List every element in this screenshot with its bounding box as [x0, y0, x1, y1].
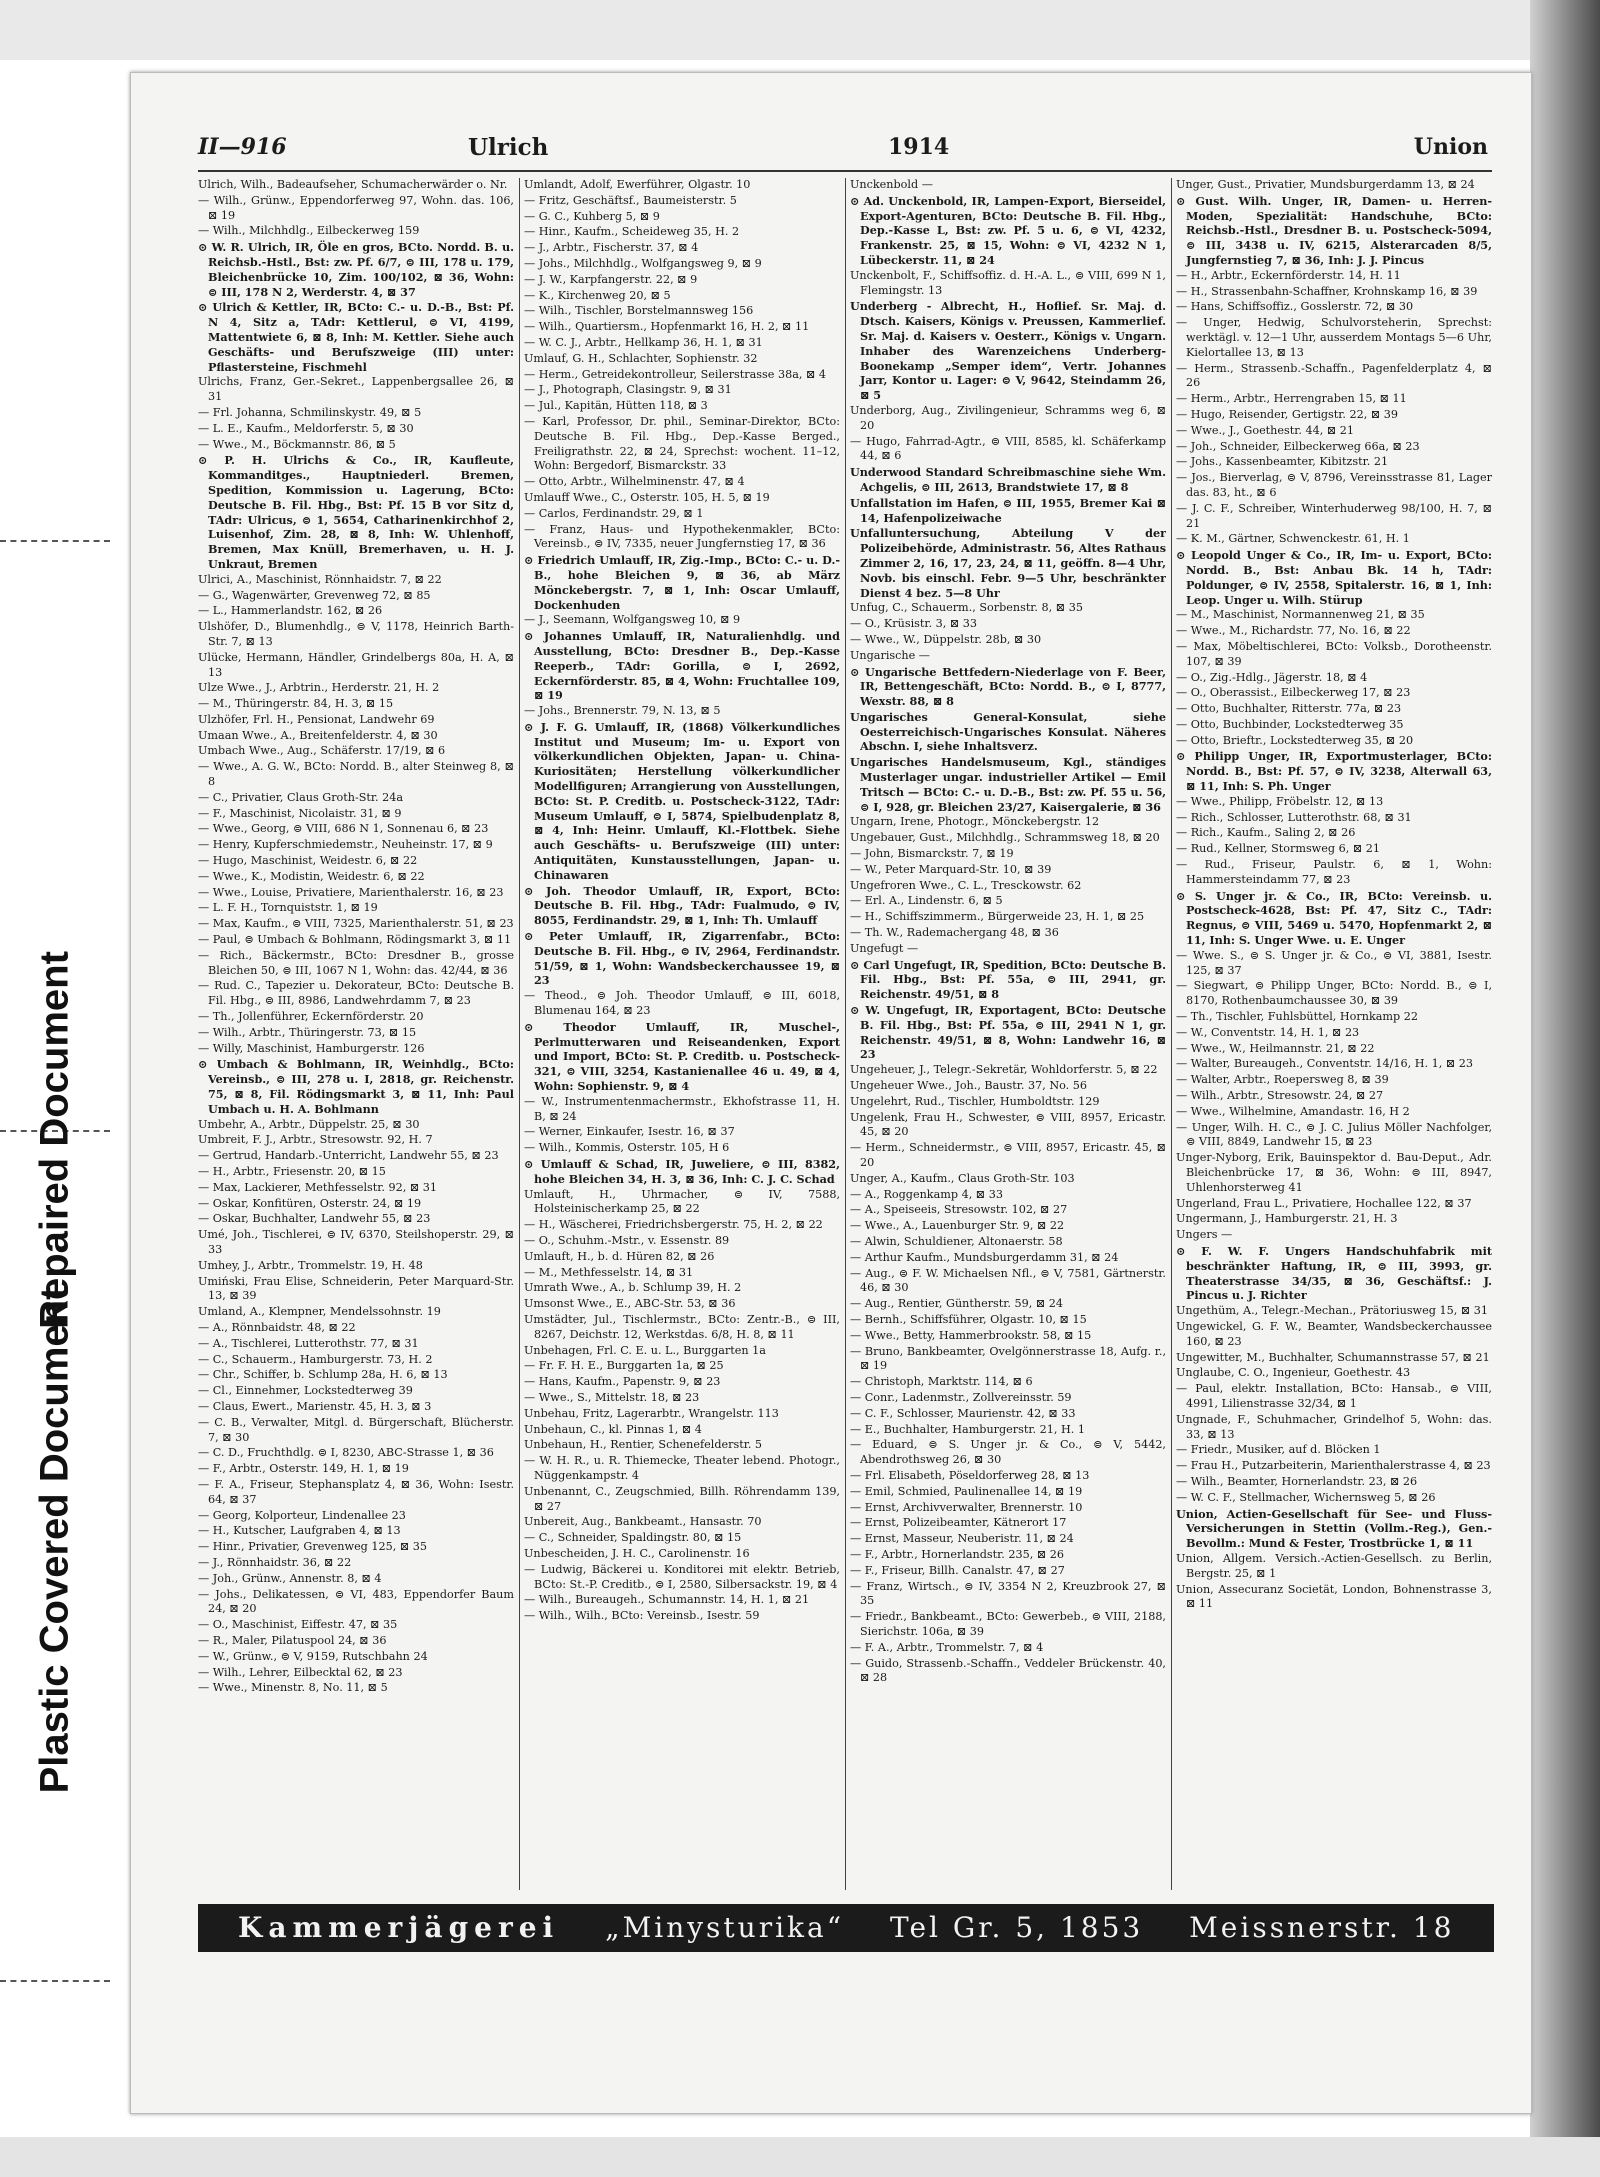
directory-entry: — Wwe., Wilhelmine, Amandastr. 16, H 2	[1176, 1104, 1410, 1118]
directory-entry: — C. F., Schlosser, Maurienstr. 42, ⊠ 33	[850, 1406, 1076, 1420]
directory-entry: — Friedr., Musiker, auf d. Blöcken 1	[1176, 1443, 1381, 1457]
directory-entry: — Werner, Einkaufer, Isestr. 16, ⊠ 37	[524, 1125, 735, 1139]
directory-entry: — Wwe., M., Richardstr. 77, No. 16, ⊠ 22	[1176, 624, 1411, 638]
directory-entry: Ulshöfer, D., Blumenhdlg., ⊜ V, 1178, Heinrich Barth-Str. 7, ⊠ 13	[198, 620, 514, 648]
directory-entry: — A., Speiseeis, Stresowstr. 102, ⊠ 27	[850, 1203, 1068, 1217]
directory-entry: — Eduard, ⊜ S. Unger jr. & Co., ⊜ V, 5442, Abendrothsweg 26, ⊠ 30	[850, 1438, 1166, 1467]
directory-entry: — Karl, Professor, Dr. phil., Seminar-Direktor, BCto: Deutsche B. Fil. Hbg., Dep.-Kasse Berged., Freiligrathstr. 22, ⊠ 24, Sprechst: wochent. 11–12, Wohn: Bergedorf, Bismarckstr. 33	[524, 414, 840, 473]
scan-edge-right	[1530, 0, 1600, 2177]
directory-entry: Umlandt, Adolf, Ewerführer, Olgastr. 10	[524, 178, 751, 191]
directory-entry: — J., Seemann, Wolfgangsweg 10, ⊠ 9	[524, 613, 741, 627]
scan-edge-bottom	[0, 2137, 1600, 2177]
directory-entry: — J. W., Karpfangerstr. 22, ⊠ 9	[524, 272, 698, 286]
directory-entry: — Cl., Einnehmer, Lockstedterweg 39	[198, 1384, 413, 1398]
directory-entry: — F. A., Arbtr., Trommelstr. 7, ⊠ 4	[850, 1640, 1044, 1654]
banner-address: Meissnerstr. 18	[1189, 1911, 1455, 1944]
directory-entry: — Guido, Strassenb.-Schaffn., Veddeler Brückenstr. 40, ⊠ 28	[850, 1656, 1166, 1685]
directory-entry: — Bruno, Bankbeamter, Ovelgönnerstrasse 18, Aufg. r., ⊠ 19	[850, 1344, 1166, 1373]
directory-entry: — Th., Tischler, Fuhlsbüttel, Hornkamp 22	[1176, 1010, 1418, 1024]
directory-entry: — Wwe., A., Lauenburger Str. 9, ⊠ 22	[850, 1219, 1065, 1233]
directory-entry: Unglaube, C. O., Ingenieur, Goethestr. 43	[1176, 1366, 1411, 1380]
firm-entry: ⊙ S. Unger jr. & Co., IR, BCto: Vereinsb. u. Postscheck-4628, Bst: Pf. 47, Sitz C., TAdr: Regnus, ⊜ VIII, 5469 u. 5470, Hopfenmarkt 2, ⊠ 11, Inh: S. Unger Wwe. u. E. Unger	[1176, 888, 1492, 948]
directory-entry: — Wwe., A. G. W., BCto: Nordd. B., alter Steinweg 8, ⊠ 8	[198, 760, 514, 789]
directory-entry: — F., Friseur, Billh. Canalstr. 47, ⊠ 27	[850, 1563, 1065, 1577]
directory-entry: — W. C. J., Arbtr., Hellkamp 36, H. 1, ⊠ 31	[524, 335, 763, 349]
directory-entry: — H., Arbtr., Eckernförderstr. 14, H. 11	[1176, 268, 1401, 282]
banner-telephone: Tel Gr. 5, 1853	[889, 1911, 1144, 1944]
directory-columns	[198, 178, 1494, 1898]
directory-column-1	[198, 178, 514, 1898]
directory-entry: — Hugo, Fahrrad-Agtr., ⊜ VIII, 8585, kl. Schäferkamp 44, ⊠ 6	[850, 434, 1166, 463]
directory-entry: Ungefroren Wwe., C. L., Tresckowstr. 62	[850, 878, 1082, 892]
firm-entry: ⊙ Philipp Unger, IR, Exportmusterlager, BCto: Nordd. B., Bst: Pf. 57, ⊜ IV, 3238, Alterwall 63, ⊠ 11, Inh: S. Ph. Unger	[1176, 749, 1492, 794]
directory-entry: — Wwe. S., ⊜ S. Unger jr. & Co., ⊜ VI, 3881, Isestr. 125, ⊠ 37	[1176, 948, 1492, 977]
directory-entry: — C., Privatier, Claus Groth-Str. 24a	[198, 790, 404, 804]
directory-entry: — H., Kutscher, Laufgraben 4, ⊠ 13	[198, 1524, 401, 1538]
directory-entry: Ungeheuer, J., Telegr.-Sekretär, Wohldorferstr. 5, ⊠ 22	[850, 1063, 1158, 1077]
directory-entry: Ulücke, Hermann, Händler, Grindelbergs 80a, H. A, ⊠ 13	[198, 650, 514, 679]
directory-entry: Umlauff Wwe., C., Osterstr. 105, H. 5, ⊠ 19	[524, 490, 770, 504]
banner-business: Kammerjägerei	[238, 1911, 560, 1944]
column-divider	[1171, 178, 1172, 1890]
directory-entry: — Erl. A., Lindenstr. 6, ⊠ 5	[850, 894, 1003, 908]
directory-entry: — J., Photograph, Clasingstr. 9, ⊠ 31	[524, 383, 732, 397]
directory-entry: Unckenbolt, F., Schiffsoffiz. d. H.-A. L., ⊜ VIII, 699 N 1, Flemingstr. 13	[850, 268, 1166, 297]
directory-entry: — H., Arbtr., Friesenstr. 20, ⊠ 15	[198, 1165, 386, 1178]
directory-entry: — Georg, Kolporteur, Lindenallee 23	[198, 1508, 406, 1522]
directory-entry: — Wilh., Beamter, Hornerlandstr. 23, ⊠ 26	[1176, 1474, 1418, 1488]
directory-entry: — Ernst, Polizeibeamter, Kätnerort 17	[850, 1516, 1067, 1530]
directory-entry: Ungelenk, Frau H., Schwester, ⊜ VIII, 8957, Ericastr. 45, ⊠ 20	[850, 1110, 1166, 1139]
directory-entry: — Franz, Wirtsch., ⊜ IV, 3354 N 2, Kreuzbrook 27, ⊠ 35	[850, 1579, 1166, 1608]
directory-entry: Umbehr, A., Arbtr., Düppelstr. 25, ⊠ 30	[198, 1117, 420, 1131]
directory-entry: — Hugo, Reisender, Gertigstr. 22, ⊠ 39	[1176, 407, 1399, 421]
directory-entry: — W., Grünw., ⊜ V, 9159, Rutschbahn 24	[198, 1649, 428, 1663]
directory-entry: Umlauf, G. H., Schlachter, Sophienstr. 32	[524, 351, 758, 365]
directory-entry: — G., Wagenwärter, Grevenweg 72, ⊠ 85	[198, 588, 431, 602]
directory-entry: — Wilh., Arbtr., Stresowstr. 24, ⊠ 27	[1176, 1089, 1384, 1103]
directory-entry: Unbenannt, C., Zeugschmied, Billh. Röhrendamm 139, ⊠ 27	[524, 1484, 840, 1513]
directory-entry: Ungefugt —	[850, 941, 919, 955]
directory-entry: — Wwe., M., Böckmannstr. 86, ⊠ 5	[198, 437, 396, 451]
directory-entry: — W., Peter Marquard-Str. 10, ⊠ 39	[850, 862, 1052, 876]
directory-entry: — Paul, elektr. Installation, BCto: Hansab., ⊜ VIII, 4991, Lilienstrasse 32/34, ⊠ 1	[1176, 1382, 1492, 1410]
directory-entry: — Frl. Johanna, Schmilinskystr. 49, ⊠ 5	[198, 405, 422, 419]
directory-entry: — J. C. F., Schreiber, Winterhuderweg 98/100, H. 7, ⊠ 21	[1176, 501, 1492, 530]
directory-entry: Unbehau, Fritz, Lagerarbtr., Wrangelstr. 113	[524, 1406, 779, 1420]
column-divider	[845, 178, 846, 1890]
directory-entry: Unfug, C., Schauerm., Sorbenstr. 8, ⊠ 35	[850, 601, 1083, 615]
directory-entry: — Wwe., K., Modistin, Weidestr. 6, ⊠ 22	[198, 869, 425, 883]
directory-entry: Ulzhöfer, Frl. H., Pensionat, Landwehr 69	[198, 712, 435, 726]
firm-entry: ⊙ W. Ungefugt, IR, Exportagent, BCto: Deutsche B. Fil. Hbg., Bst: Pf. 55a, ⊜ III, 2941 N 1, gr. Reichenstr. 49/51, ⊠ 8, Wohn: Landwehr 16, ⊠ 23	[850, 1003, 1166, 1062]
directory-entry: — R., Maler, Pilatuspool 24, ⊠ 36	[198, 1633, 387, 1647]
directory-entry: — Hinr., Kaufm., Scheideweg 35, H. 2	[524, 225, 740, 239]
directory-entry: — Wwe., S., Mittelstr. 18, ⊠ 23	[524, 1390, 700, 1404]
dash-marker	[0, 1980, 110, 1982]
directory-entry: Umlauft, H., b. d. Hüren 82, ⊠ 26	[524, 1249, 715, 1263]
directory-entry: Ulrici, A., Maschinist, Rönnhaidstr. 7, ⊠ 22	[198, 572, 442, 586]
repaired-document-text: Repaired Document	[32, 951, 77, 1329]
directory-entry: — Bernh., Schiffsführer, Olgastr. 10, ⊠ 15	[850, 1312, 1087, 1326]
directory-entry: — Fritz, Geschäftsf., Baumeisterstr. 5	[524, 193, 737, 207]
firm-entry: ⊙ Johannes Umlauff, IR, Naturalienhdlg. und Ausstellung, BCto: Dresdner B., Dep.-Kasse Reeperb., TAdr: Gorilla, ⊜ I, 2692, Eckernförderstr. 85, ⊠ 4, Wohn: Fruchtallee 109, ⊠ 19	[524, 629, 840, 703]
directory-entry: — Carlos, Ferdinandstr. 29, ⊠ 1	[524, 506, 704, 520]
directory-entry: — M., Maschinist, Normannenweg 21, ⊠ 35	[1176, 608, 1425, 622]
directory-entry: Ulze Wwe., J., Arbtrin., Herderstr. 21, H. 2	[198, 681, 440, 695]
directory-entry: — H., Strassenbahn-Schaffner, Krohnskamp 16, ⊠ 39	[1176, 284, 1478, 298]
advertisement-banner	[198, 1904, 1494, 1952]
directory-entry: — Joh., Grünw., Annenstr. 8, ⊠ 4	[198, 1571, 382, 1585]
firm-entry: Ungarisches General-Konsulat, siehe Oesterreichisch-Ungarisches Konsulat. Näheres Abschn. I, siehe Inhaltsverz.	[850, 709, 1166, 754]
directory-entry: — A., Roggenkamp 4, ⊠ 33	[850, 1187, 1003, 1201]
directory-entry: — O., Oberassist., Eilbeckerweg 17, ⊠ 23	[1176, 686, 1411, 700]
directory-entry: Union, Allgem. Versich.-Actien-Gesellsch. zu Berlin, Bergstr. 25, ⊠ 1	[1176, 1551, 1492, 1580]
directory-entry: — Aug., Rentier, Güntherstr. 59, ⊠ 24	[850, 1297, 1064, 1311]
directory-entry: — Max, Lackierer, Methfesselstr. 92, ⊠ 31	[198, 1180, 438, 1194]
directory-entry: — Johs., Kassenbeamter, Kibitzstr. 21	[1176, 455, 1389, 469]
directory-entry: — Max, Kaufm., ⊜ VIII, 7325, Marienthalerstr. 51, ⊠ 23	[198, 917, 514, 931]
directory-entry: — Wwe., W., Düppelstr. 28b, ⊠ 30	[850, 632, 1042, 646]
directory-entry: — Unger, Hedwig, Schulvorsteherin, Sprechst: werktägl. v. 12—1 Uhr, ausserdem Montags 5—6 Uhr, Kielortallee 13, ⊠ 13	[1176, 316, 1492, 359]
directory-entry: — W. H. R., u. R. Thiemecke, Theater lebend. Photogr., Nüggenkampstr. 4	[524, 1454, 840, 1482]
directory-entry: Unger, Gust., Privatier, Mundsburgerdamm 13, ⊠ 24	[1176, 178, 1475, 191]
firm-entry: ⊙ Peter Umlauff, IR, Zigarrenfabr., BCto: Deutsche B. Fil. Hbg., ⊜ IV, 2964, Ferdinandstr. 51/59, ⊠ 1, Wohn: Wandsbeckerchaussee 19, ⊠ 23	[524, 929, 840, 988]
directory-entry: — Rud., Kellner, Stormsweg 6, ⊠ 21	[1176, 842, 1380, 856]
directory-entry: — Jul., Kapitän, Hütten 118, ⊠ 3	[524, 399, 708, 413]
directory-entry: Ungarische —	[850, 648, 930, 662]
directory-entry: — Wwe., Louise, Privatiere, Marienthalerstr. 16, ⊠ 23	[198, 885, 504, 899]
directory-entry: — C., Schneider, Spaldingstr. 80, ⊠ 15	[524, 1531, 742, 1545]
firm-entry: ⊙ Leopold Unger & Co., IR, Im- u. Export, BCto: Nordd. B., Bst: Anbau Bk. 14 h, TAdr: Poldunger, ⊜ IV, 2558, Spitalerstr. 16, ⊠ 1, Inh: Leop. Unger u. Wilh. Stürup	[1176, 548, 1492, 607]
directory-column-3	[850, 178, 1166, 1898]
directory-entry: — Rich., Kaufm., Saling 2, ⊠ 26	[1176, 826, 1356, 840]
header-last-surname: Union	[1413, 134, 1488, 160]
directory-entry: Ulrichs, Franz, Ger.-Sekret., Lappenbergsallee 26, ⊠ 31	[198, 375, 514, 404]
directory-entry: — W., Instrumentenmachermstr., Ekhofstrasse 11, H. B, ⊠ 24	[524, 1094, 840, 1123]
directory-entry: — K., Kirchenweg 20, ⊠ 5	[524, 288, 671, 302]
directory-entry: Umland, A., Klempner, Mendelssohnstr. 19	[198, 1305, 441, 1319]
directory-entry: — M., Methfesselstr. 14, ⊠ 31	[524, 1265, 694, 1279]
firm-entry: ⊙ Joh. Theodor Umlauff, IR, Export, BCto: Deutsche B. Fil. Hbg., TAdr: Fualmudo, ⊜ IV, 8055, Ferdinandstr. 29, ⊠ 1, Inh: Th. Umlauff	[524, 883, 840, 928]
directory-entry: — Siegwart, ⊜ Philipp Unger, BCto: Nordd. B., ⊜ I, 8170, Rothenbaumchaussee 30, ⊠ 39	[1176, 979, 1492, 1008]
directory-entry: Umbach Wwe., Aug., Schäferstr. 17/19, ⊠ 6	[198, 744, 446, 758]
directory-entry: — Herm., Arbtr., Herrengraben 15, ⊠ 11	[1176, 392, 1407, 406]
directory-entry: — Jos., Bierverlag, ⊜ V, 8796, Vereinsstrasse 81, Lager das. 83, ht., ⊠ 6	[1176, 471, 1492, 499]
directory-entry: — C. B., Verwalter, Mitgl. d. Bürgerschaft, Blücherstr. 7, ⊠ 30	[198, 1415, 514, 1444]
directory-entry: Ungethüm, A., Telegr.-Mechan., Prätoriusweg 15, ⊠ 31	[1176, 1304, 1488, 1318]
directory-entry: — G. C., Kuhberg 5, ⊠ 9	[524, 209, 660, 223]
directory-entry: — Wilh., Lehrer, Eilbecktal 62, ⊠ 23	[198, 1665, 403, 1679]
directory-entry: — Herm., Schneidermstr., ⊜ VIII, 8957, Ericastr. 45, ⊠ 20	[850, 1141, 1166, 1169]
directory-entry: — L. E., Kaufm., Meldorferstr. 5, ⊠ 30	[198, 421, 414, 435]
directory-entry: — Walter, Bureaugeh., Conventstr. 14/16, H. 1, ⊠ 23	[1176, 1057, 1474, 1071]
directory-column-4	[1176, 178, 1492, 1898]
directory-entry: Umbreit, F. J., Arbtr., Stresowstr. 92, H. 7	[198, 1133, 433, 1147]
directory-entry: — Rud. C., Tapezier u. Dekorateur, BCto: Deutsche B. Fil. Hbg., ⊜ III, 8986, Landwehrdamm 7, ⊠ 23	[198, 979, 514, 1008]
firm-entry: Ungarisches Handelsmuseum, Kgl., ständiges Musterlager ungar. industrieller Artikel — Emil Tritsch — BCto: C.- u. D.-B., Bst: zw. Pf. 55 u. 56, ⊜ I, 928, gr. Bleichen 23/27, Kaisergalerie, ⊠ 36	[850, 755, 1166, 814]
directory-entry: — Alwin, Schuldiener, Altonaerstr. 58	[850, 1234, 1063, 1248]
directory-entry: — Ernst, Masseur, Neuberistr. 11, ⊠ 24	[850, 1532, 1074, 1546]
directory-entry: — L., Hammerlandstr. 162, ⊠ 26	[198, 604, 383, 618]
directory-entry: — Emil, Schmied, Paulinenallee 14, ⊠ 19	[850, 1484, 1083, 1498]
directory-entry: — C., Schauerm., Hamburgerstr. 73, H. 2	[198, 1352, 433, 1366]
directory-entry: Ungermann, J., Hamburgerstr. 21, H. 3	[1176, 1212, 1398, 1226]
firm-entry: ⊙ Carl Ungefugt, IR, Spedition, BCto: Deutsche B. Fil. Hbg., Bst: Pf. 55a, ⊜ III, 2941, gr. Reichenstr. 49/51, ⊠ 8	[850, 957, 1166, 1002]
firm-entry: ⊙ Theodor Umlauff, IR, Muschel-, Perlmutterwaren und Reiseandenken, Export und Import, BCto: St. P. Creditb. u. Postscheck-321, ⊜ VIII, 3254, Kastanienallee 46 u. 49, ⊠ 4, Wohn: Sophienstr. 9, ⊠ 4	[524, 1019, 840, 1094]
directory-entry: Unbehaun, H., Rentier, Schenefelderstr. 5	[524, 1438, 763, 1452]
directory-entry: — Joh., Schneider, Eilbeckerweg 66a, ⊠ 23	[1176, 439, 1420, 453]
directory-entry: — Gertrud, Handarb.-Unterricht, Landwehr 55, ⊠ 23	[198, 1149, 499, 1163]
header-first-surname: Ulrich	[468, 134, 549, 161]
directory-entry: — Paul, ⊜ Umbach & Bohlmann, Rödingsmarkt 3, ⊠ 11	[198, 933, 512, 947]
directory-entry: — Wilh., Quartiersm., Hopfenmarkt 16, H. 2, ⊠ 11	[524, 320, 810, 334]
directory-entry: — J., Arbtr., Fischerstr. 37, ⊠ 4	[524, 241, 699, 255]
directory-entry: — Hans, Schiffsoffiz., Gosslerstr. 72, ⊠ 30	[1176, 300, 1414, 314]
directory-entry: — E., Buchhalter, Hamburgerstr. 21, H. 1	[850, 1422, 1085, 1436]
directory-entry: — Th. W., Rademachergang 48, ⊠ 36	[850, 926, 1059, 940]
directory-entry: Unbehaun, C., kl. Pinnas 1, ⊠ 4	[524, 1422, 702, 1436]
directory-entry: — Wilh., Wilh., BCto: Vereinsb., Isestr. 59	[524, 1609, 760, 1623]
directory-entry: — Wilh., Arbtr., Thüringerstr. 73, ⊠ 15	[198, 1025, 417, 1039]
directory-entry: — F. A., Friseur, Stephansplatz 4, ⊠ 36, Wohn: Isestr. 64, ⊠ 37	[198, 1477, 514, 1506]
directory-entry: — Wilh., Kommis, Osterstr. 105, H 6	[524, 1141, 730, 1155]
firm-entry: ⊙ Ulrich & Kettler, IR, BCto: C.- u. D.-B., Bst: Pf. N 4, Sitz a, TAdr: Kettlerul, ⊜ VI, 4199, Mattentwiete 6, ⊠ 8, Inh: M. Kettler. Siehe auch Geschäfts- und Berufszweige (III) unter: Pflastersteine, Fischmehl	[198, 300, 514, 374]
directory-entry: — Chr., Schiffer, b. Schlump 28a, H. 6, ⊠ 13	[198, 1368, 448, 1382]
directory-entry: Ungebauer, Gust., Milchhdlg., Schrammsweg 18, ⊠ 20	[850, 831, 1160, 845]
directory-entry: Ungers —	[1176, 1228, 1233, 1242]
directory-entry: — Wilh., Bureaugeh., Schumannstr. 14, H. 1, ⊠ 21	[524, 1593, 810, 1607]
directory-entry: — F., Arbtr., Osterstr. 149, H. 1, ⊠ 19	[198, 1462, 409, 1476]
directory-entry: — Wwe., Philipp, Fröbelstr. 12, ⊠ 13	[1176, 794, 1384, 808]
directory-entry: Ulrich, Wilh., Badeaufseher, Schumacherwärder o. Nr.	[198, 178, 508, 191]
directory-entry: — O., Schuhm.-Mstr., v. Essenstr. 89	[524, 1233, 730, 1247]
directory-entry: — F., Arbtr., Hornerlandstr. 235, ⊠ 26	[850, 1547, 1065, 1561]
banner-name: „Minysturika“	[605, 1911, 845, 1944]
directory-entry: Ungnade, F., Schuhmacher, Grindelhof 5, Wohn: das. 33, ⊠ 13	[1176, 1412, 1492, 1441]
directory-entry: — L. F. H., Tornquiststr. 1, ⊠ 19	[198, 901, 378, 915]
directory-entry: — Conr., Ladenmstr., Zollvereinsstr. 59	[850, 1390, 1072, 1404]
directory-entry: Ungewitter, M., Buchhalter, Schumannstrasse 57, ⊠ 21	[1176, 1350, 1490, 1364]
directory-entry: — Otto, Brieftr., Lockstedterweg 35, ⊠ 20	[1176, 733, 1414, 747]
directory-entry: — Oskar, Konfitüren, Osterstr. 24, ⊠ 19	[198, 1196, 422, 1210]
directory-entry: — O., Zig.-Hdlg., Jägerstr. 18, ⊠ 4	[1176, 670, 1368, 684]
firm-entry: ⊙ F. W. F. Ungers Handschuhfabrik mit beschränkter Haftung, IR, ⊜ III, 3993, gr. Theaterstrasse 34/35, ⊠ 36, Geschäftsf.: J. Pincus u. J. Richter	[1176, 1243, 1492, 1303]
directory-entry: — Hugo, Maschinist, Weidestr. 6, ⊠ 22	[198, 854, 418, 868]
firm-entry: ⊙ Umbach & Bohlmann, IR, Weinhdlg., BCto: Vereinsb., ⊜ III, 278 u. I, 2818, gr. Reichenstr. 75, ⊠ 8, Fil. Rödingsmarkt 3, ⊠ 11, Inh: Paul Umbach u. H. A. Bohlmann	[198, 1057, 514, 1116]
directory-entry: — K. M., Gärtner, Schwenckestr. 61, H. 1	[1176, 532, 1410, 546]
directory-entry: — H., Wäscherei, Friedrichsbergerstr. 75, H. 2, ⊠ 22	[524, 1218, 823, 1232]
page-number: II—916	[198, 134, 287, 160]
directory-entry: — Wilh., Milchhdlg., Eilbeckerweg 159	[198, 224, 420, 238]
directory-entry: — Wilh., Tischler, Borstelmannsweg 156	[524, 304, 754, 318]
plastic-covered-document-text: Plastic Covered Document	[32, 1286, 77, 1794]
directory-entry: — Henry, Kupferschmiedemstr., Neuheinstr. 17, ⊠ 9	[198, 838, 493, 852]
firm-entry: Unfalluntersuchung, Abteilung V der Polizeibehörde, Administrastr. 56, Altes Rathaus Zimmer 2, 16, 17, 23, 24, ⊠ 11, geöffn. 8—4 Uhr, Novb. bis einschl. Febr. 9—5 Uhr, beschränkter Dienst 4 bez. 5—8 Uhr	[850, 526, 1166, 600]
directory-entry: — Unger, Wilh. H. C., ⊜ J. C. Julius Möller Nachfolger, ⊜ VIII, 8849, Landwehr 15, ⊠ 23	[1176, 1120, 1492, 1149]
directory-entry: — Arthur Kaufm., Mundsburgerdamm 31, ⊠ 24	[850, 1250, 1119, 1264]
directory-entry: — H., Schiffszimmerm., Bürgerweide 23, H. 1, ⊠ 25	[850, 910, 1145, 924]
directory-entry: — Frau H., Putzarbeiterin, Marienthalerstrasse 4, ⊠ 23	[1176, 1459, 1491, 1473]
directory-entry: — Oskar, Buchhalter, Landwehr 55, ⊠ 23	[198, 1212, 431, 1226]
directory-entry: — Max, Möbeltischlerei, BCto: Volksb., Dorotheenstr. 107, ⊠ 39	[1176, 639, 1492, 668]
directory-entry: Umhey, J., Arbtr., Trommelstr. 19, H. 48	[198, 1258, 423, 1272]
directory-entry: — Friedr., Bankbeamt., BCto: Gewerbeb., ⊜ VIII, 2188, Sierichstr. 106a, ⊠ 39	[850, 1610, 1166, 1638]
directory-entry: — Johs., Delikatessen, ⊜ VI, 483, Eppendorfer Baum 24, ⊠ 20	[198, 1587, 514, 1616]
directory-entry: Ungewickel, G. F. W., Beamter, Wandsbeckerchaussee 160, ⊠ 23	[1176, 1319, 1492, 1348]
firm-entry: ⊙ Gust. Wilh. Unger, IR, Damen- u. Herren-Moden, Spezialität: Handschuhe, BCto: Reichsb.-Hstl., Dresdner B. u. Postscheck-5094, ⊜ III, 3438 u. IV, 6215, Alsterarcaden 8/5, Jungfernstieg 7, ⊠ 36, Inh: J. J. Pincus	[1176, 193, 1492, 267]
directory-entry: — Wwe., J., Goethestr. 44, ⊠ 21	[1176, 423, 1354, 437]
directory-entry: — Fr. F. H. E., Burggarten 1a, ⊠ 25	[524, 1359, 724, 1373]
directory-entry: Union, Assecuranz Societät, London, Bohnenstrasse 3, ⊠ 11	[1176, 1582, 1492, 1611]
firm-entry: ⊙ P. H. Ulrichs & Co., IR, Kaufleute, Kommanditges., Hauptniederl. Bremen, Spedition, Kommission u. Lagerung, BCto: Deutsche B. Fil. Hbg., Bst: Pf. 15 B vor Sitz d, TAdr: Ulricus, ⊜ 1, 5654, Catharinenkirchhof 2, Luisenhof, Zim. 28, ⊠ 8, Inh: W. Uhlenhoff, Bremen, Max Knüll, Bremerhaven, u. H. J. Unkraut, Bremen	[198, 453, 514, 571]
directory-entry: Underborg, Aug., Zivilingenieur, Schramms weg 6, ⊠ 20	[850, 403, 1166, 432]
directory-entry: — W., Conventstr. 14, H. 1, ⊠ 23	[1176, 1025, 1360, 1039]
directory-entry: — Johs., Milchhdlg., Wolfgangsweg 9, ⊠ 9	[524, 256, 762, 270]
directory-entry: — A., Tischlerei, Lutterothstr. 77, ⊠ 31	[198, 1336, 419, 1350]
firm-entry: ⊙ W. R. Ulrich, IR, Öle en gros, BCto. Nordd. B. u. Reichsb.-Hstl., Bst: zw. Pf. 6/7, ⊜ III, 178 u. 179, Bleichenbrücke 10, Zim. 100/102, ⊠ 36, Wohn: ⊜ III, 178 N 2, Werderstr. 4, ⊠ 37	[198, 240, 514, 299]
directory-entry: — Otto, Buchbinder, Lockstedterweg 35	[1176, 717, 1404, 731]
directory-entry: — Otto, Buchhalter, Ritterstr. 77a, ⊠ 23	[1176, 702, 1402, 716]
directory-entry: Unbereit, Aug., Bankbeamt., Hansastr. 70	[524, 1515, 762, 1529]
directory-entry: — O., Krüsistr. 3, ⊠ 33	[850, 617, 978, 631]
directory-entry: — Rich., Bäckermstr., BCto: Dresdner B., grosse Bleichen 50, ⊜ III, 1067 N 1, Wohn: das. 42/44, ⊠ 36	[198, 948, 514, 977]
directory-entry: Umrath Wwe., A., b. Schlump 39, H. 2	[524, 1281, 742, 1295]
firm-entry: Union, Actien-Gesellschaft für See- und Fluss-Versicherungen in Stettin (Vollm.-Reg.), Gen.-Bevollm.: Mund & Fester, Trostbrücke 1, ⊠ 11	[1176, 1506, 1492, 1551]
directory-entry: Ungerland, Frau L., Privatiere, Hochallee 122, ⊠ 37	[1176, 1196, 1472, 1210]
directory-entry: — Wwe., Georg, ⊜ VIII, 686 N 1, Sonnenau 6, ⊠ 23	[198, 822, 489, 836]
directory-column-2	[524, 178, 840, 1898]
directory-entry: Unckenbold —	[850, 178, 933, 191]
directory-entry: — Frl. Elisabeth, Pöseldorferweg 28, ⊠ 13	[850, 1468, 1090, 1482]
directory-entry: Ungeheuer Wwe., Joh., Baustr. 37, No. 56	[850, 1079, 1088, 1093]
directory-entry: — A., Rönnbaidstr. 48, ⊠ 22	[198, 1320, 356, 1334]
firm-entry: ⊙ Umlauff & Schad, IR, Juweliere, ⊜ III, 8382, hohe Bleichen 34, H. 3, ⊠ 36, Inh: C. J. C. Schad	[524, 1157, 840, 1186]
firm-entry: Underberg - Albrecht, H., Hoflief. Sr. Maj. d. Dtsch. Kaisers, Königs v. Preussen, Kammerlief. Sr. Maj. d. Kaisers v. Oesterr., Königs v. Ungarn. Inhaber des Warenzeichens Underberg-Boonekamp „Semper idem“, Vertr. Johannes Jarr, Kontor u. Lager: ⊜ V, 9642, Steindamm 26, ⊠ 5	[850, 299, 1166, 403]
directory-entry: — Wilh., Grünw., Eppendorferweg 97, Wohn. das. 106, ⊠ 19	[198, 193, 514, 222]
directory-entry: Umaan Wwe., A., Breitenfelderstr. 4, ⊠ 30	[198, 728, 438, 742]
directory-entry: — Ludwig, Bäckerei u. Konditorei mit elektr. Betrieb, BCto: St.-P. Creditb., ⊜ I, 2580, Silbersackstr. 19, ⊠ 4	[524, 1562, 840, 1591]
directory-entry: — J., Rönnhaidstr. 36, ⊠ 22	[198, 1555, 352, 1569]
directory-entry: — Rud., Friseur, Paulstr. 6, ⊠ 1, Wohn: Hammersteindamm 77, ⊠ 23	[1176, 858, 1492, 886]
directory-entry: Unbehagen, Frl. C. E. u. L., Burggarten 1a	[524, 1343, 766, 1357]
firm-entry: ⊙ Ungarische Bettfedern-Niederlage von F. Beer, IR, Bettengeschäft, BCto: Nordd. B., ⊜ I, 8777, Wexstr. 88, ⊠ 8	[850, 664, 1166, 709]
directory-entry: — Theod., ⊜ Joh. Theodor Umlauff, ⊜ III, 6018, Blumenau 164, ⊠ 23	[524, 989, 840, 1018]
directory-entry: — Th., Jollenführer, Eckernförderstr. 20	[198, 1010, 424, 1024]
page-header	[198, 134, 1488, 168]
directory-entry: — Otto, Arbtr., Wilhelminenstr. 47, ⊠ 4	[524, 475, 745, 489]
directory-entry: — F., Maschinist, Nicolaistr. 31, ⊠ 9	[198, 806, 402, 820]
directory-entry: — Franz, Haus- und Hypothekenmakler, BCto: Vereinsb., ⊜ IV, 7335, neuer Jungfernstieg 17, ⊠ 36	[524, 522, 840, 551]
directory-entry: — Christoph, Marktstr. 114, ⊠ 6	[850, 1375, 1033, 1389]
firm-entry: ⊙ J. F. G. Umlauff, IR, (1868) Völkerkundliches Institut und Museum; Im- u. Export von völkerkundlichen Objekten, Japan- u. China-Kuriositäten; Herstellung völkerkundlicher Modellfiguren; Arrangierung von Ausstellungen, BCto: St. P. Creditb. u. Postscheck-3122, TAdr: Museum Umlauff, ⊜ I, 5874, Spielbudenplatz 8, ⊠ 4, Inh: Heinr. Umlauff, Kl.-Flottbek. Siehe auch Geschäfts- u. Berufszweige (III) unter: Antiquitäten, Kunstausstellungen, Japan- u. Chinawaren	[524, 719, 840, 882]
directory-entry: Umé, Joh., Tischlerei, ⊜ IV, 6370, Steilshoperstr. 29, ⊠ 33	[198, 1228, 514, 1256]
plastic-covered-document-label	[0, 1180, 110, 1900]
directory-entry: — Herm., Strassenb.-Schaffn., Pagenfelderplatz 4, ⊠ 26	[1176, 361, 1492, 390]
scan-edge-top	[0, 0, 1600, 60]
directory-entry: — Hinr., Privatier, Grevenweg 125, ⊠ 35	[198, 1540, 428, 1554]
directory-entry: — W. C. F., Stellmacher, Wichernsweg 5, ⊠ 26	[1176, 1490, 1436, 1504]
directory-entry: — Johs., Brennerstr. 79, N. 13, ⊠ 5	[524, 704, 721, 718]
directory-entry: — John, Bismarckstr. 7, ⊠ 19	[850, 847, 1014, 861]
firm-entry: ⊙ Ad. Unckenbold, IR, Lampen-Export, Bierseidel, Export-Agenturen, BCto: Deutsche B. Fil. Hbg., Dep.-Kasse L, Bst: zw. Pf. 5 u. 6, ⊜ VI, 4232, Frankenstr. 25, ⊠ 15, Wohn: ⊜ VI, 4232 N 1, Lübeckerstr. 11, ⊠ 24	[850, 193, 1166, 267]
firm-entry: Unfallstation im Hafen, ⊜ III, 1955, Bremer Kai ⊠ 14, Hafenpolizeiwache	[850, 495, 1166, 525]
directory-entry: — Walter, Arbtr., Roepersweg 8, ⊠ 39	[1176, 1073, 1389, 1087]
directory-entry: — O., Maschinist, Eiffestr. 47, ⊠ 35	[198, 1618, 398, 1632]
directory-entry: Unger, A., Kaufm., Claus Groth-Str. 103	[850, 1171, 1075, 1185]
dash-marker	[0, 540, 110, 542]
directory-entry: — Aug., ⊜ F. W. Michaelsen Nfl., ⊜ V, 7581, Gärtnerstr. 46, ⊠ 30	[850, 1266, 1166, 1295]
firm-entry: ⊙ Friedrich Umlauff, IR, Zig.-Imp., BCto: C.- u. D.-B., hohe Bleichen 9, ⊠ 36, ab März Mönckebergstr. 7, ⊠ 1, Inh: Oscar Umlauff, Dockenhuden	[524, 553, 840, 612]
directory-entry: Umsonst Wwe., E., ABC-Str. 53, ⊠ 36	[524, 1297, 736, 1311]
directory-entry: Unbescheiden, J. H. C., Carolinenstr. 16	[524, 1546, 750, 1560]
directory-entry: Umstädter, Jul., Tischlermstr., BCto: Zentr.-B., ⊜ III, 8267, Deichstr. 12, Werkstdas. 6/8, H. 8, ⊠ 11	[524, 1312, 840, 1341]
directory-entry: Unger-Nyborg, Erik, Bauinspektor d. Bau-Deput., Adr. Bleichenbrücke 17, ⊠ 36, Wohn: ⊜ III, 8947, Uhlenhorsterweg 41	[1176, 1151, 1492, 1194]
directory-entry: — C. D., Fruchthdlg. ⊜ I, 8230, ABC-Strasse 1, ⊠ 36	[198, 1446, 494, 1460]
directory-entry: — Claus, Ewert., Marienstr. 45, H. 3, ⊠ 3	[198, 1399, 432, 1413]
firm-entry: Underwood Standard Schreibmaschine siehe Wm. Achgelis, ⊜ III, 2613, Brandstwiete 17, ⊠ 8	[850, 465, 1166, 494]
directory-entry: — Herm., Getreidekontrolleur, Seilerstrasse 38a, ⊠ 4	[524, 367, 827, 381]
directory-entry: Ungelehrt, Rud., Tischler, Humboldtstr. 129	[850, 1094, 1100, 1108]
header-rule	[198, 170, 1492, 172]
directory-entry: Ungarn, Irene, Photogr., Mönckebergstr. 12	[850, 815, 1100, 829]
directory-entry: — Willy, Maschinist, Hamburgerstr. 126	[198, 1041, 425, 1055]
directory-entry: Umiński, Frau Elise, Schneiderin, Peter Marquard-Str. 13, ⊠ 39	[198, 1274, 514, 1303]
header-year: 1914	[888, 134, 950, 160]
directory-entry: — Wwe., Minenstr. 8, No. 11, ⊠ 5	[198, 1681, 388, 1695]
directory-entry: — Wwe., Betty, Hammerbrookstr. 58, ⊠ 15	[850, 1328, 1092, 1342]
directory-entry: — Rich., Schlosser, Lutterothstr. 68, ⊠ 31	[1176, 810, 1412, 824]
directory-entry: — Wwe., W., Heilmannstr. 21, ⊠ 22	[1176, 1041, 1375, 1055]
directory-entry: — Ernst, Archivverwalter, Brennerstr. 10	[850, 1500, 1083, 1514]
directory-entry: — Hans, Kaufm., Papenstr. 9, ⊠ 23	[524, 1375, 721, 1389]
directory-entry: — M., Thüringerstr. 84, H. 3, ⊠ 15	[198, 697, 394, 711]
column-divider	[519, 178, 520, 1890]
directory-entry: Umlauft, H., Uhrmacher, ⊜ IV, 7588, Holsteinischerkamp 25, ⊠ 22	[524, 1187, 840, 1216]
